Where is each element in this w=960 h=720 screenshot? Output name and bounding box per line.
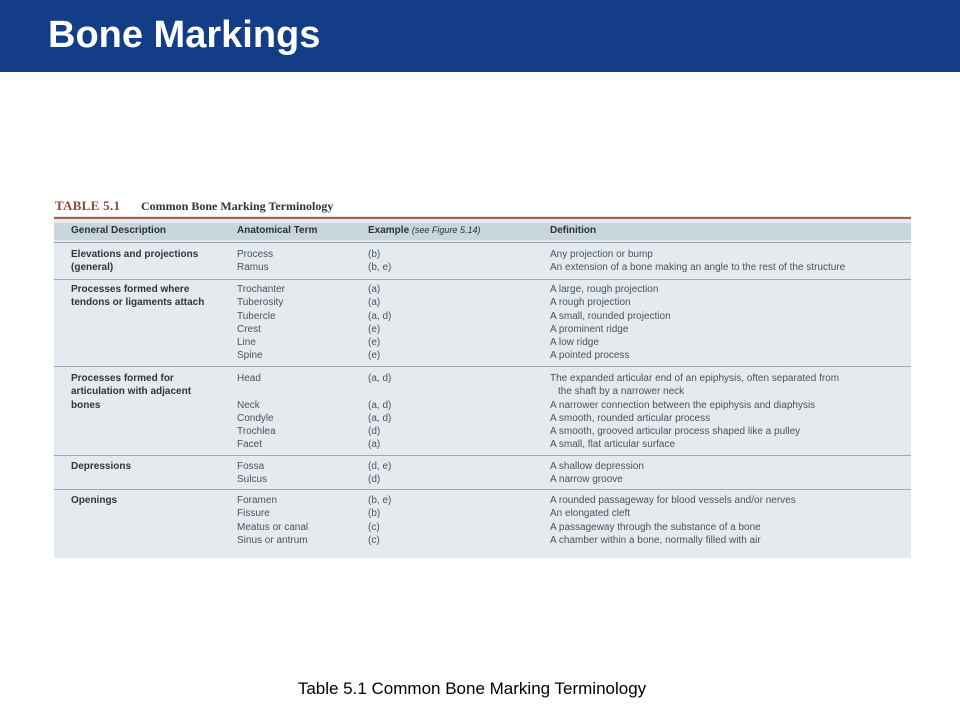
example-cell: (a, d) xyxy=(368,412,392,424)
term-cell: Spine xyxy=(237,350,263,362)
term-column xyxy=(237,494,308,547)
definition-cell: A prominent ridge xyxy=(550,323,629,335)
example-cell: (a, d) xyxy=(368,399,392,411)
slide-caption: Table 5.1 Common Bone Marking Terminology xyxy=(297,679,647,698)
example-column xyxy=(368,372,391,452)
definition-cell-continued: the shaft by a narrower neck xyxy=(558,386,685,398)
term-cell: Sinus or antrum xyxy=(237,534,308,546)
definition-column xyxy=(550,283,671,363)
definition-cell: A chamber within a bone, normally filled with air xyxy=(550,534,761,546)
definition-cell: A narrow groove xyxy=(550,474,623,486)
example-cell: (a) xyxy=(368,439,381,451)
example-cell: (b, e) xyxy=(368,262,392,274)
term-cell: Trochlea xyxy=(237,426,276,438)
definition-cell: Any projection or bump xyxy=(550,249,653,260)
example-cell: (e) xyxy=(368,323,381,335)
term-cell: Head xyxy=(237,373,261,384)
table-number: TABLE 5.1 xyxy=(55,198,121,213)
table-header-row xyxy=(54,223,911,240)
term-cell: Tuberosity xyxy=(237,297,284,309)
term-cell: Trochanter xyxy=(237,284,285,295)
example-column xyxy=(368,283,391,363)
example-cell: (a) xyxy=(368,284,381,295)
term-cell: Tubercle xyxy=(237,310,276,322)
slide-title: Bone Markings xyxy=(48,14,321,56)
definition-cell: An extension of a bone making an angle to the rest of the structure xyxy=(550,262,846,274)
header-general-description: General Description xyxy=(71,225,167,236)
term-cell: Condyle xyxy=(237,412,274,424)
header-example-label: Example xyxy=(368,225,410,236)
example-column xyxy=(368,494,391,547)
example-column xyxy=(368,460,391,487)
header-definition: Definition xyxy=(550,225,597,236)
term-cell: Neck xyxy=(237,399,260,411)
table-top-rule xyxy=(54,217,911,219)
term-cell: Fossa xyxy=(237,461,265,472)
example-cell: (e) xyxy=(368,337,381,349)
group-description: Processes formed for articulation with adjacent bones xyxy=(71,373,192,411)
term-column xyxy=(237,372,276,452)
term-cell: Meatus or canal xyxy=(237,521,309,533)
definition-column xyxy=(550,494,796,547)
group-divider xyxy=(54,279,911,280)
term-cell: Crest xyxy=(237,323,261,335)
example-column xyxy=(368,248,391,275)
term-cell: Ramus xyxy=(237,262,269,274)
term-cell: Sulcus xyxy=(237,474,268,486)
term-column xyxy=(237,248,273,275)
group-divider xyxy=(54,489,911,490)
definition-column xyxy=(550,248,845,275)
term-cell: Process xyxy=(237,249,274,260)
example-cell: (d) xyxy=(368,426,381,438)
table-title: Common Bone Marking Terminology xyxy=(141,199,334,213)
definition-cell: A low ridge xyxy=(550,337,599,349)
group-divider xyxy=(54,242,911,243)
definition-cell: The expanded articular end of an epiphysis, often separated from xyxy=(550,373,840,384)
group-description: Elevations and projections (general) xyxy=(71,249,199,274)
definition-cell: A smooth, rounded articular process xyxy=(550,412,711,424)
group-divider xyxy=(54,366,911,367)
definition-cell: A rounded passageway for blood vessels and/or nerves xyxy=(550,495,796,506)
header-example xyxy=(368,225,480,236)
definition-cell: A pointed process xyxy=(550,350,630,362)
definition-column xyxy=(550,372,839,452)
definition-cell: A small, flat articular surface xyxy=(550,439,676,451)
definition-cell: A rough projection xyxy=(550,297,631,309)
group-description: Openings xyxy=(71,495,118,506)
example-cell: (d) xyxy=(368,474,381,486)
example-cell: (b) xyxy=(368,508,381,520)
group-description: Depressions xyxy=(71,461,132,472)
term-column xyxy=(237,283,285,363)
example-cell: (c) xyxy=(368,521,380,533)
header-anatomical-term: Anatomical Term xyxy=(237,225,318,236)
example-cell: (b) xyxy=(368,249,381,260)
group-divider xyxy=(54,455,911,456)
example-cell: (a, d) xyxy=(368,373,392,384)
example-spacer xyxy=(368,385,391,398)
definition-cell: A passageway through the substance of a bone xyxy=(550,521,761,533)
definition-cell: A smooth, grooved articular process shaped like a pulley xyxy=(550,426,801,438)
term-cell: Line xyxy=(237,337,256,349)
header-example-note: (see Figure 5.14) xyxy=(411,225,481,235)
example-cell: (a, d) xyxy=(368,310,392,322)
example-cell: (e) xyxy=(368,350,381,362)
example-cell: (a) xyxy=(368,297,381,309)
term-column xyxy=(237,460,267,487)
example-cell: (b, e) xyxy=(368,495,392,506)
term-cell: Fissure xyxy=(237,508,270,520)
title-bar xyxy=(0,0,960,72)
example-cell: (c) xyxy=(368,534,380,546)
table-heading xyxy=(54,196,911,216)
definition-cell: A large, rough projection xyxy=(550,284,659,295)
definition-cell: A narrower connection between the epiphysis and diaphysis xyxy=(550,399,816,411)
example-cell: (d, e) xyxy=(368,461,392,472)
term-cell: Facet xyxy=(237,439,263,451)
term-spacer xyxy=(237,385,276,398)
definition-cell: A shallow depression xyxy=(550,461,644,472)
definition-column xyxy=(550,460,644,487)
bone-marking-table xyxy=(54,196,911,558)
definition-cell: A small, rounded projection xyxy=(550,310,671,322)
group-description: Processes formed where tendons or ligaments attach xyxy=(71,284,205,309)
term-cell: Foramen xyxy=(237,495,278,506)
definition-cell: An elongated cleft xyxy=(550,508,631,520)
